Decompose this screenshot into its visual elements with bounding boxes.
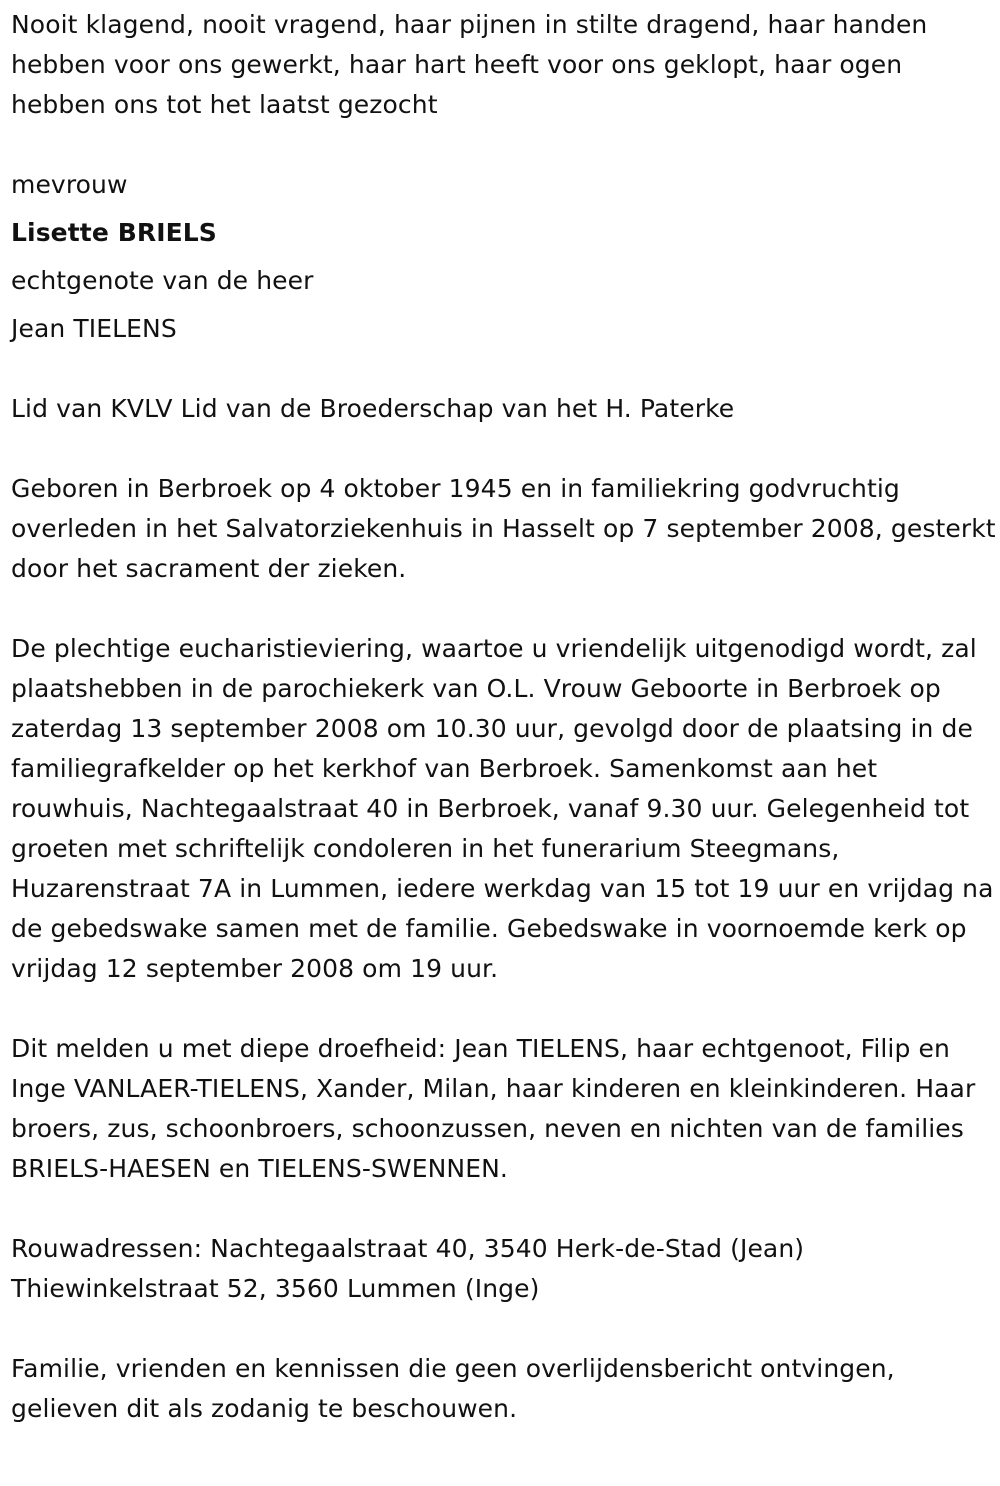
obituary-notice bbox=[11, 5, 996, 1429]
spouse-name: Jean TIELENS bbox=[11, 314, 177, 343]
spacer bbox=[11, 205, 996, 213]
spacer bbox=[11, 125, 996, 165]
ceremony-text: De plechtige eucharistieviering, waartoe u vriendelijk uitgenodigd wordt, zal plaatshebben in de parochiekerk van O.L. Vrouw Geboorte in Berbroek op zaterdag 13 september 2008 om 10.30 uur, gevolgd door de plaatsing in de familiegrafkelder op het kerkhof van Berbroek. Samenkomst aan het rouwhuis, Nachtegaalstraat 40 in Berbroek, vanaf 9.30 uur. Gelegenheid tot groeten met schriftelijk condoleren in het funerarium Steegmans, Huzarenstraat 7A in Lummen, iedere werkdag van 15 tot 19 uur en vrijdag na de gebedswake samen met de familie. Gebedswake in voornoemde kerk op vrijdag 12 september 2008 om 19 uur. bbox=[11, 634, 994, 983]
motto-text: Nooit klagend, nooit vragend, haar pijnen in stilte dragend, haar handen hebben voor ons gewerkt, haar hart heeft voor ons geklopt, haar ogen hebben ons tot het laatst gezocht bbox=[11, 10, 928, 119]
birth-death-text: Geboren in Berbroek op 4 oktober 1945 en in familiekring godvruchtig overleden in het Salvatorziekenhuis in Hasselt op 7 september 2008, gesterkt door het sacrament der zieken. bbox=[11, 474, 996, 583]
spacer bbox=[11, 989, 996, 1029]
spacer bbox=[11, 349, 996, 389]
address-line-2: Thiewinkelstraat 52, 3560 Lummen (Inge) bbox=[11, 1274, 540, 1303]
spacer bbox=[11, 301, 996, 309]
address-line-1: Rouwadressen: Nachtegaalstraat 40, 3540 Herk-de-Stad (Jean) bbox=[11, 1234, 805, 1263]
memberships-text: Lid van KVLV Lid van de Broederschap van het H. Paterke bbox=[11, 394, 735, 423]
title-prefix: mevrouw bbox=[11, 170, 128, 199]
closing-text: Familie, vrienden en kennissen die geen overlijdensbericht ontvingen, gelieven dit als zodanig te beschouwen. bbox=[11, 1354, 895, 1423]
family-text: Dit melden u met diepe droefheid: Jean TIELENS, haar echtgenoot, Filip en Inge VANLAER-TIELENS, Xander, Milan, haar kinderen en kleinkinderen. Haar broers, zus, schoonbroers, schoonzussen, neven en nichten van de families BRIELS-HAESEN en TIELENS-SWENNEN. bbox=[11, 1034, 976, 1183]
spacer bbox=[11, 429, 996, 469]
deceased-name: Lisette BRIELS bbox=[11, 218, 217, 247]
spouse-intro: echtgenote van de heer bbox=[11, 266, 314, 295]
spacer bbox=[11, 1189, 996, 1229]
spacer bbox=[11, 253, 996, 261]
spacer bbox=[11, 1309, 996, 1349]
spacer bbox=[11, 589, 996, 629]
